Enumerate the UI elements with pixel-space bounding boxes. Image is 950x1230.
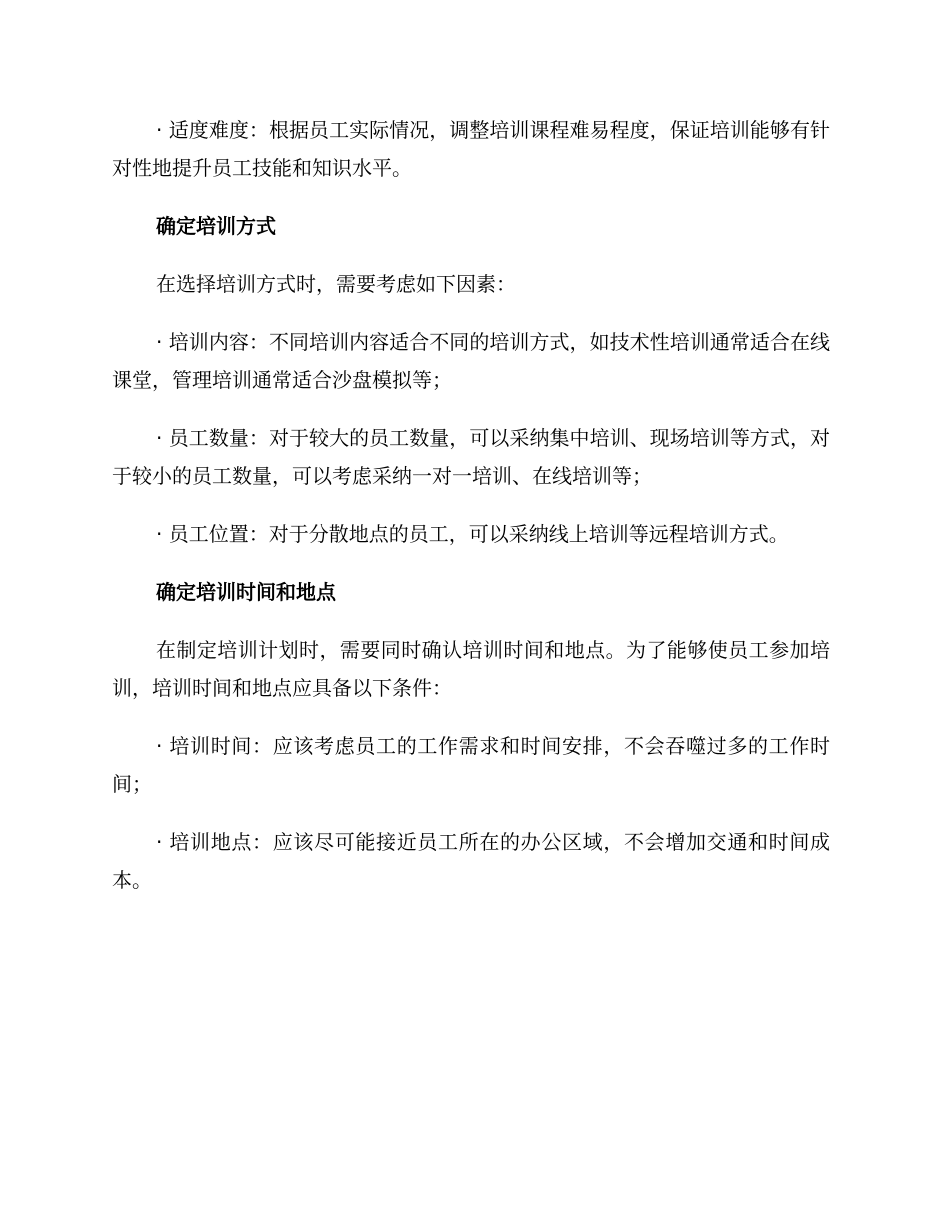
bullet-employee-count: · 员工数量：对于较大的员工数量，可以采纳集中培训、现场培训等方式，对于较小的员工数量，可以考虑采纳一对一培训、在线培训等； xyxy=(112,426,830,488)
bullet-employee-location: · 员工位置：对于分散地点的员工，可以采纳线上培训等远程培训方式。 xyxy=(156,522,789,546)
section-heading-training-method: 确定培训方式 xyxy=(156,214,276,238)
document-body xyxy=(112,111,830,919)
section-heading-time-place: 确定培训时间和地点 xyxy=(156,580,336,604)
intro-training-method: 在选择培训方式时，需要考虑如下因素： xyxy=(156,272,516,296)
bullet-training-place: · 培训地点：应该尽可能接近员工所在的办公区域，不会增加交通和时间成本。 xyxy=(112,830,830,892)
bullet-training-content: · 培训内容：不同培训内容适合不同的培训方式，如技术性培训通常适合在线课堂，管理培训通常适合沙盘模拟等； xyxy=(112,330,830,392)
bullet-difficulty: · 适度难度：根据员工实际情况，调整培训课程难易程度，保证培训能够有针对性地提升员工技能和知识水平。 xyxy=(112,118,830,180)
intro-time-place: 在制定培训计划时，需要同时确认培训时间和地点。为了能够使员工参加培训，培训时间和地点应具备以下条件： xyxy=(112,638,830,700)
bullet-training-time: · 培训时间：应该考虑员工的工作需求和时间安排，不会吞噬过多的工作时间； xyxy=(112,734,830,796)
